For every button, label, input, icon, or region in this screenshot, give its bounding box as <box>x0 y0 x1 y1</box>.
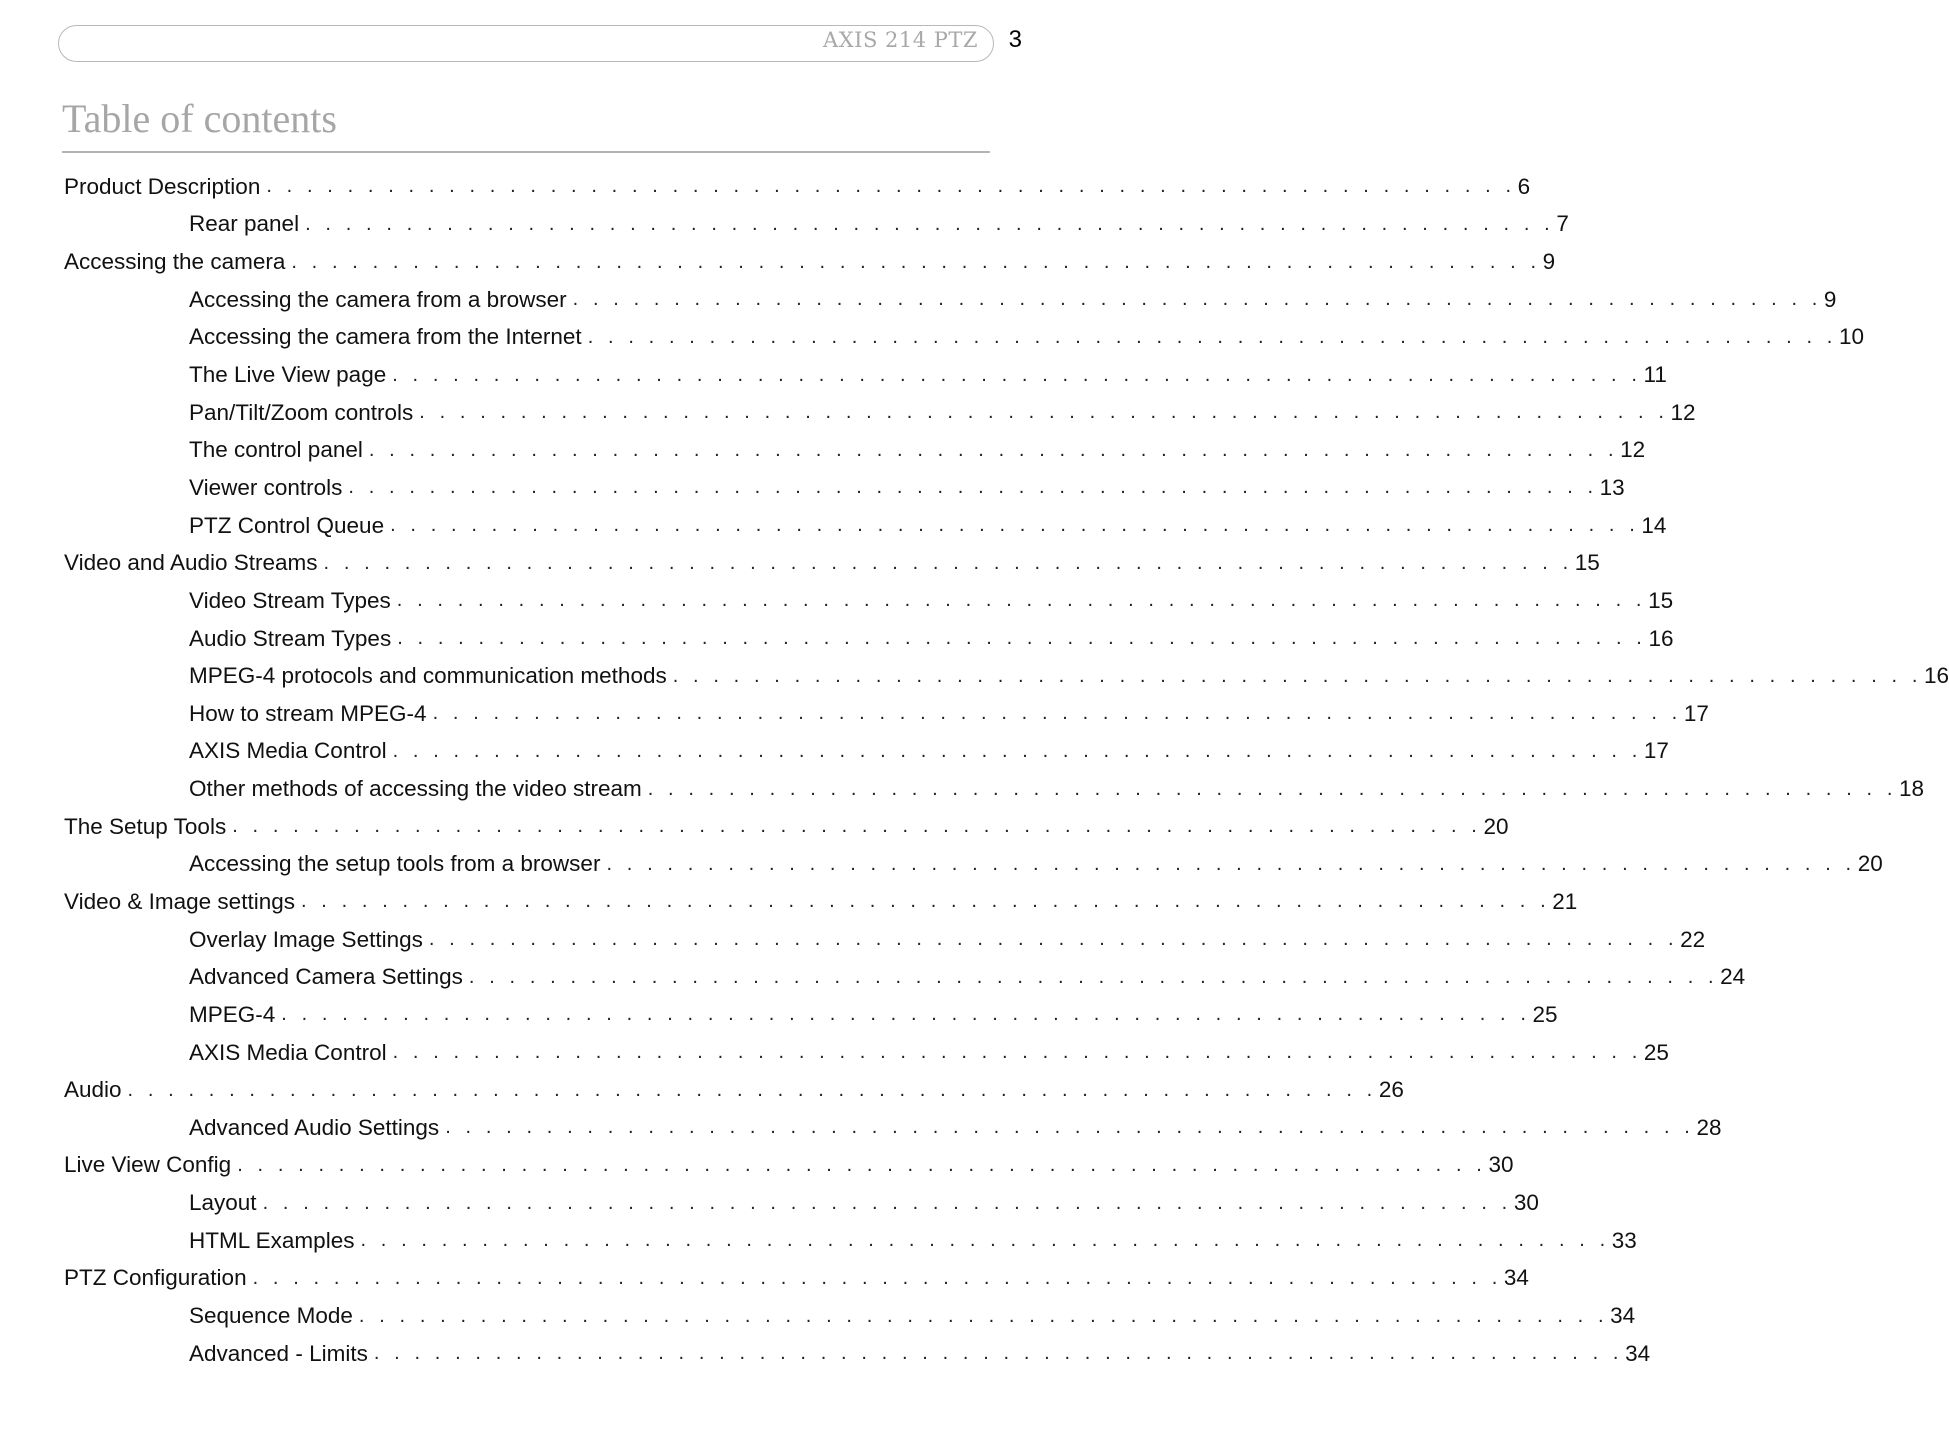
toc-entry-page: 30 <box>1513 1190 1539 1216</box>
toc-leader-dots: . . . . . . . . . . . . . . . . . . . . . . . . . . . . . . . . . . . . . . . . . . . . . . . . . . . . . . . . . . . . . . <box>237 1153 1487 1176</box>
toc-entry-page: 26 <box>1378 1077 1404 1103</box>
toc-leader-dots: . . . . . . . . . . . . . . . . . . . . . . . . . . . . . . . . . . . . . . . . . . . . . . . . . . . . . . . . . . . . . . <box>572 288 1822 311</box>
toc-entry-page: 16 <box>1923 663 1949 689</box>
toc-entry-label: Audio <box>64 1077 122 1103</box>
toc-entry-page: 33 <box>1611 1227 1637 1253</box>
toc-leader-dots: . . . . . . . . . . . . . . . . . . . . . . . . . . . . . . . . . . . . . . . . . . . . . . . . . . . . . . . . . . . . . . <box>266 175 1516 198</box>
toc-leader-dots: . . . . . . . . . . . . . . . . . . . . . . . . . . . . . . . . . . . . . . . . . . . . . . . . . . . . . . . . . . . . . . <box>428 928 1679 951</box>
toc-entry[interactable] <box>0 695 1709 733</box>
toc-entry-page: 15 <box>1648 587 1674 613</box>
toc-leader-dots: . . . . . . . . . . . . . . . . . . . . . . . . . . . . . . . . . . . . . . . . . . . . . . . . . . . . . . . . . . . . . . <box>468 965 1719 988</box>
toc-entry[interactable] <box>0 1184 1539 1222</box>
toc-leader-dots: . . . . . . . . . . . . . . . . . . . . . . . . . . . . . . . . . . . . . . . . . . . . . . . . . . . . . . . . . . . . . . <box>127 1078 1377 1101</box>
toc-entry-page: 22 <box>1680 926 1706 952</box>
toc-entry-label: Pan/Tilt/Zoom controls <box>189 399 414 425</box>
toc-leader-dots: . . . . . . . . . . . . . . . . . . . . . . . . . . . . . . . . . . . . . . . . . . . . . . . . . . . . . . . . . . . . . . <box>445 1116 1695 1139</box>
toc-leader-dots: . . . . . . . . . . . . . . . . . . . . . . . . . . . . . . . . . . . . . . . . . . . . . . . . . . . . . . . . . . . . . . <box>392 1041 1642 1064</box>
toc-entry[interactable] <box>0 921 1706 959</box>
toc-entry[interactable] <box>0 356 1667 394</box>
toc-leader-dots: . . . . . . . . . . . . . . . . . . . . . . . . . . . . . . . . . . . . . . . . . . . . . . . . . . . . . . . . . . . . . . <box>360 1229 1610 1252</box>
toc-leader-dots: . . . . . . . . . . . . . . . . . . . . . . . . . . . . . . . . . . . . . . . . . . . . . . . . . . . . . . . . . . . . . . <box>432 702 1682 725</box>
toc-entry-label: How to stream MPEG-4 <box>189 700 427 726</box>
toc-entry[interactable] <box>0 808 1509 846</box>
toc-entry-page: 17 <box>1683 700 1709 726</box>
table-of-contents <box>0 168 1949 1373</box>
toc-entry-label: Video & Image settings <box>64 888 295 914</box>
toc-entry-page: 11 <box>1643 362 1667 388</box>
toc-entry-label: Accessing the setup tools from a browser <box>189 851 601 877</box>
toc-entry-label: Rear panel <box>189 211 300 237</box>
toc-leader-dots: . . . . . . . . . . . . . . . . . . . . . . . . . . . . . . . . . . . . . . . . . . . . . . . . . . . . . . . . . . . . . . <box>392 739 1642 762</box>
toc-entry[interactable] <box>0 958 1746 996</box>
toc-leader-dots: . . . . . . . . . . . . . . . . . . . . . . . . . . . . . . . . . . . . . . . . . . . . . . . . . . . . . . . . . . . . . . <box>305 212 1555 235</box>
toc-entry[interactable] <box>0 431 1646 469</box>
toc-entry-page: 34 <box>1625 1340 1651 1366</box>
toc-entry[interactable] <box>0 996 1558 1034</box>
toc-leader-dots: . . . . . . . . . . . . . . . . . . . . . . . . . . . . . . . . . . . . . . . . . . . . . . . . . . . . . . . . . . . . . . <box>368 438 1619 461</box>
toc-entry-label: Advanced Camera Settings <box>189 964 463 990</box>
toc-entry[interactable] <box>0 1034 1669 1072</box>
toc-leader-dots: . . . . . . . . . . . . . . . . . . . . . . . . . . . . . . . . . . . . . . . . . . . . . . . . . . . . . . . . . . . . . . <box>397 627 1647 649</box>
toc-entry[interactable] <box>0 206 1569 244</box>
product-name: AXIS 214 PTZ <box>823 28 978 52</box>
toc-entry-label: MPEG-4 <box>189 1001 276 1027</box>
toc-leader-dots: . . . . . . . . . . . . . . . . . . . . . . . . . . . . . . . . . . . . . . . . . . . . . . . . . . . . . . . . . . . . . . <box>348 476 1598 499</box>
toc-entry-page: 34 <box>1503 1265 1529 1291</box>
toc-entry-page: 20 <box>1857 851 1883 877</box>
toc-entry-label: AXIS Media Control <box>189 738 387 764</box>
toc-leader-dots: . . . . . . . . . . . . . . . . . . . . . . . . . . . . . . . . . . . . . . . . . . . . . . . . . . . . . . . . . . . . . . <box>373 1342 1624 1365</box>
toc-leader-dots: . . . . . . . . . . . . . . . . . . . . . . . . . . . . . . . . . . . . . . . . . . . . . . . . . . . . . . . . . . . . . . <box>647 777 1897 800</box>
toc-leader-dots: . . . . . . . . . . . . . . . . . . . . . . . . . . . . . . . . . . . . . . . . . . . . . . . . . . . . . . . . . . . . . . <box>262 1191 1512 1214</box>
toc-entry[interactable] <box>0 243 1556 281</box>
toc-leader-dots: . . . . . . . . . . . . . . . . . . . . . . . . . . . . . . . . . . . . . . . . . . . . . . . . . . . . . . . . . . . . . . <box>390 514 1640 537</box>
toc-entry[interactable] <box>0 1335 1651 1373</box>
toc-entry-label: Audio Stream Types <box>189 625 392 651</box>
toc-entry[interactable] <box>0 1297 1636 1335</box>
toc-entry-label: Advanced Audio Settings <box>189 1114 440 1140</box>
toc-entry-page: 9 <box>1542 249 1556 275</box>
toc-entry[interactable] <box>0 657 1949 695</box>
toc-entry-label: PTZ Control Queue <box>189 512 385 538</box>
toc-entry-page: 9 <box>1823 286 1837 312</box>
toc-entry-page: 12 <box>1670 399 1696 425</box>
toc-entry-page: 28 <box>1696 1114 1722 1140</box>
toc-leader-dots: . . . . . . . . . . . . . . . . . . . . . . . . . . . . . . . . . . . . . . . . . . . . . . . . . . . . . . . . . . . . . . <box>672 664 1922 687</box>
toc-entry-label: Accessing the camera from a browser <box>189 286 567 312</box>
toc-leader-dots: . . . . . . . . . . . . . . . . . . . . . . . . . . . . . . . . . . . . . . . . . . . . . . . . . . . . . . . . . . . . . . <box>252 1266 1502 1289</box>
toc-entry-label: Overlay Image Settings <box>189 926 423 952</box>
toc-leader-dots: . . . . . . . . . . . . . . . . . . . . . . . . . . . . . . . . . . . . . . . . . . . . . . . . . . . . . . . . . . . . . . <box>300 890 1551 913</box>
toc-entry[interactable] <box>0 507 1667 545</box>
toc-entry[interactable] <box>0 544 1600 582</box>
toc-entry[interactable] <box>0 394 1696 432</box>
toc-entry[interactable] <box>0 319 1864 357</box>
toc-entry-label: Viewer controls <box>189 474 343 500</box>
toc-entry-page: 25 <box>1532 1001 1558 1027</box>
toc-entry-page: 18 <box>1899 776 1925 802</box>
toc-entry-label: Video and Audio Streams <box>64 550 318 576</box>
toc-leader-dots: . . . . . . . . . . . . . . . . . . . . . . . . . . . . . . . . . . . . . . . . . . . . . . . . . . . . . . . . . . . . . . <box>291 250 1541 273</box>
toc-entry-page: 12 <box>1620 437 1646 463</box>
toc-entry-label: Sequence Mode <box>189 1303 353 1329</box>
toc-entry[interactable] <box>0 1147 1514 1185</box>
page-number: 3 <box>1008 26 1022 53</box>
toc-entry-label: AXIS Media Control <box>189 1039 387 1065</box>
toc-entry-label: MPEG-4 protocols and communication methods <box>189 663 667 689</box>
toc-entry-page: 24 <box>1720 964 1746 990</box>
toc-entry-label: PTZ Configuration <box>64 1265 247 1291</box>
toc-leader-dots: . . . . . . . . . . . . . . . . . . . . . . . . . . . . . . . . . . . . . . . . . . . . . . . . . . . . . . . . . . . . . . <box>232 815 1482 838</box>
toc-entry-page: 14 <box>1641 512 1667 538</box>
toc-leader-dots: . . . . . . . . . . . . . . . . . . . . . . . . . . . . . . . . . . . . . . . . . . . . . . . . . . . . . . . . . . . . . . <box>392 363 1642 386</box>
toc-entry-label: Product Description <box>64 173 261 199</box>
toc-entry-label: The Live View page <box>189 362 387 388</box>
toc-entry-page: 6 <box>1517 173 1531 199</box>
toc-entry[interactable] <box>0 281 1837 319</box>
toc-entry-page: 30 <box>1488 1152 1514 1178</box>
toc-entry-label: HTML Examples <box>189 1227 355 1253</box>
toc-entry[interactable] <box>0 770 1925 808</box>
toc-entry-page: 25 <box>1643 1039 1669 1065</box>
toc-entry[interactable] <box>0 168 1531 206</box>
toc-entry[interactable] <box>0 846 1883 884</box>
toc-entry-page: 34 <box>1610 1303 1636 1329</box>
toc-leader-dots: . . . . . . . . . . . . . . . . . . . . . . . . . . . . . . . . . . . . . . . . . . . . . . . . . . . . . . . . . . . . . . <box>587 325 1837 348</box>
toc-entry-label: Live View Config <box>64 1152 232 1178</box>
toc-entry-page: 17 <box>1643 738 1669 764</box>
toc-entry[interactable] <box>0 469 1625 507</box>
toc-entry-label: Video Stream Types <box>189 587 391 613</box>
toc-leader-dots: . . . . . . . . . . . . . . . . . . . . . . . . . . . . . . . . . . . . . . . . . . . . . . . . . . . . . . . . . . . . . . <box>606 852 1856 875</box>
toc-leader-dots: . . . . . . . . . . . . . . . . . . . . . . . . . . . . . . . . . . . . . . . . . . . . . . . . . . . . . . . . . . . . . . <box>419 401 1669 424</box>
toc-entry-page: 10 <box>1838 324 1864 350</box>
toc-leader-dots: . . . . . . . . . . . . . . . . . . . . . . . . . . . . . . . . . . . . . . . . . . . . . . . . . . . . . . . . . . . . . . <box>396 589 1647 612</box>
toc-leader-dots: . . . . . . . . . . . . . . . . . . . . . . . . . . . . . . . . . . . . . . . . . . . . . . . . . . . . . . . . . . . . . . <box>281 1003 1531 1026</box>
toc-entry-label: Layout <box>189 1190 257 1216</box>
toc-entry-page: 13 <box>1599 474 1625 500</box>
toc-leader-dots: . . . . . . . . . . . . . . . . . . . . . . . . . . . . . . . . . . . . . . . . . . . . . . . . . . . . . . . . . . . . . . <box>358 1304 1609 1327</box>
toc-entry[interactable] <box>0 582 1674 620</box>
toc-entry[interactable] <box>0 1109 1722 1147</box>
toc-entry-page: 21 <box>1552 888 1578 914</box>
title-divider <box>62 151 990 153</box>
toc-entry-page: 16 <box>1648 625 1674 651</box>
toc-entry-label: Other methods of accessing the video stream <box>189 776 642 802</box>
toc-entry-label: The control panel <box>189 437 363 463</box>
toc-entry-label: Accessing the camera <box>64 249 286 275</box>
toc-entry[interactable] <box>0 1222 1637 1260</box>
toc-entry[interactable] <box>0 1260 1529 1298</box>
toc-entry-label: Accessing the camera from the Internet <box>189 324 582 350</box>
toc-entry[interactable] <box>0 620 1674 658</box>
toc-entry-page: 15 <box>1574 550 1600 576</box>
toc-entry[interactable] <box>0 883 1578 921</box>
toc-leader-dots: . . . . . . . . . . . . . . . . . . . . . . . . . . . . . . . . . . . . . . . . . . . . . . . . . . . . . . . . . . . . . . <box>323 551 1573 574</box>
toc-entry-page: 7 <box>1556 211 1569 237</box>
toc-entry-label: Advanced - Limits <box>189 1340 368 1366</box>
toc-entry-page: 20 <box>1483 813 1509 839</box>
toc-entry[interactable] <box>0 1071 1404 1109</box>
toc-entry[interactable] <box>0 733 1669 771</box>
toc-entry-label: The Setup Tools <box>64 813 227 839</box>
page-title: Table of contents <box>62 96 337 141</box>
